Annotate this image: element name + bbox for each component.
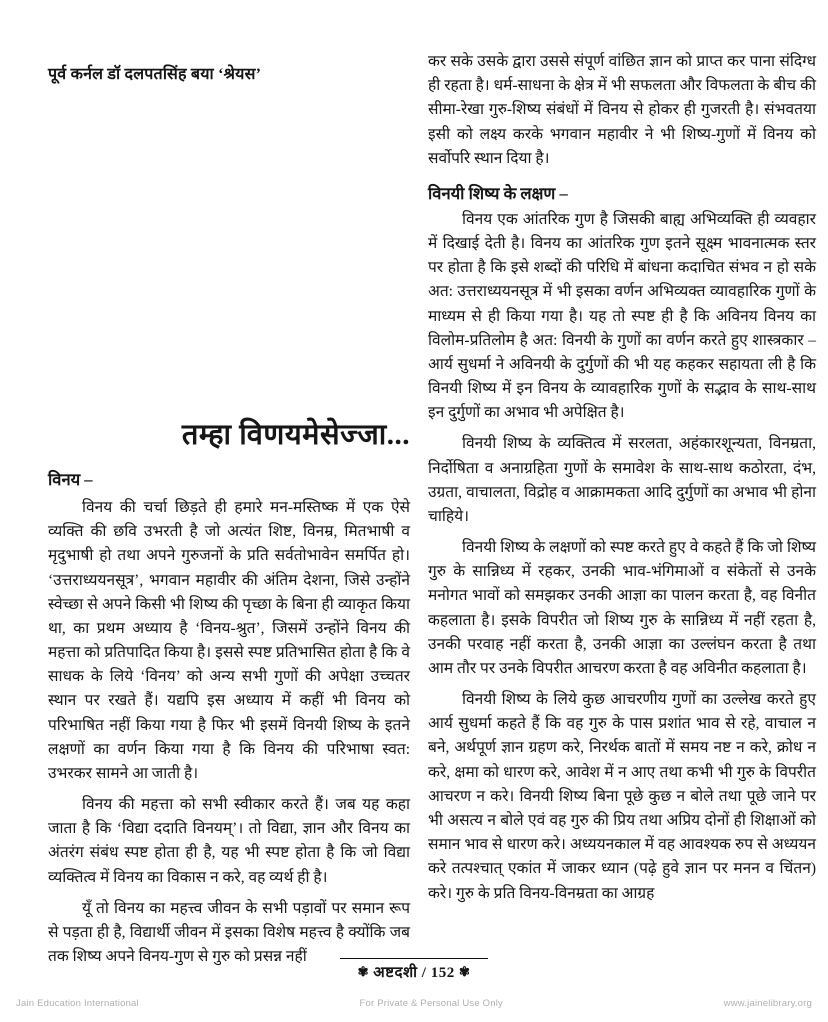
left-paragraph-2: विनय की महत्ता को सभी स्वीकार करते हैं। जब यह कहा जाता है कि ‘विद्या ददाति विनयम्’। तो विद्या, ज्ञान और विनय का अंतरंग संबंध स्पष्ट होता ही है, यह भी स्पष्ट होता है कि जो विद्या व्यक्तित्व में विनय का विकास न करे, वह व्यर्थ ही है। <box>48 796 410 886</box>
meta-footer-center: For Private & Personal Use Only <box>359 998 504 1009</box>
two-column-layout <box>48 50 816 976</box>
left-column <box>48 50 410 976</box>
left-paragraph-1: विनय की चर्चा छिड़ते ही हमारे मन-मस्तिष्क में एक ऐसे व्यक्ति की छवि उभरती है जो अत्यंत शिष्ट, विनम्र, मितभाषी व मृदुभाषी हो तथा अपने गुरुजनों के प्रति सर्वतोभावेन समर्पित हो। ‘उत्तराध्ययनसूत्र’, भगवान महावीर की अंतिम देशना, जिसे उन्होंने स्वेच्छा से अपने किसी भी शिष्य की पृच्छा के बिना ही व्याकृत किया था, का प्रथम अध्याय है ‘विनय-श्रुत’, जिसमें उन्होंने विनय की महत्ता को प्रतिपादित किया है। इससे स्पष्ट प्रतिभासित होता है कि वे साधक के लिये ‘विनय’ को अन्य सभी गुणों की अपेक्षा उच्चतर स्थान पर रखते हैं। यद्यपि इस अध्याय में कहीं भी विनय को परिभाषित नहीं किया गया है फिर भी इसमें विनयी शिष्य के इतने लक्षणों का वर्णन किया गया है कि विनय की परिभाषा स्वत: उभरकर सामने आ जाती है। <box>48 499 410 782</box>
right-paragraph-3: विनयी शिष्य के लक्षणों को स्पष्ट करते हुए वे कहते हैं कि जो शिष्य गुरु के सान्निध्य में रहकर, उनकी भाव-भंगिमाओं व संकेतों से उनके मनोगत भावों को समझकर उनकी आज्ञा का पालन करता है, वह विनीत कहलाता है। इसके विपरीत जो शिष्य गुरु के सान्निध्य में नहीं रहता है, उनकी परवाह नहीं करता है, उनकी आज्ञा का उल्लंघन करता है तथा आम तौर पर उनके विपरीत आचरण करता है वह अविनीत कहलाता है। <box>428 539 816 677</box>
flower-ornament-icon: ✾ <box>458 964 471 979</box>
footer-label: अष्टदशी / 152 <box>373 965 455 981</box>
left-paragraph-3: यूँ तो विनय का महत्त्व जीवन के सभी पड़ावों पर समान रूप से पड़ता ही है, विद्यार्थी जीवन में इसका विशेष महत्त्व है क्योंकि जब तक शिष्य अपने विनय-गुण से गुरु को प्रसन्न नहीं <box>48 899 410 966</box>
right-column <box>428 50 816 976</box>
right-continuation-paragraph: कर सके उसके द्वारा उससे संपूर्ण वांछित ज्ञान को प्राप्त कर पाना संदिग्ध ही रहता है। धर्म-साधना के क्षेत्र में भी सफलता और विफलता के बीच की सीमा-रेखा गुरु-शिष्य संबंधों में विनय से होकर ही गुजरती है। संभवतया इसी को लक्ष्य करके भगवान महावीर ने भी शिष्य-गुणों में विनय को सर्वोपरि स्थान दिया है। <box>428 53 816 167</box>
right-paragraph-4: विनयी शिष्य के लिये कुछ आचरणीय गुणों का उल्लेख करते हुए आर्य सुधर्मा कहते हैं कि वह गुरु के पास प्रशांत भाव से रहे, वाचाल न बने, अर्थपूर्ण ज्ञान ग्रहण करे, निरर्थक बातों में समय नष्ट न करे, क्रोध न करे, क्षमा को धारण करे, आवेश में न आए तथा कभी भी गुरु के विपरीत आचरण न करे। विनयी शिष्य बिना पूछे कुछ न बोले तथा पूछे जाने पर भी असत्य न बोले एवं वह गुरु की प्रिय तथा अप्रिय दोनों ही शिक्षाओं को समान भाव से धारण करे। अध्ययनकाल में वह आवश्यक रुप से अध्ययन करे तत्पश्चात् एकांत में जाकर ध्यान (पढ़े हुवे ज्ञान पर मनन व चिंतन) करे। गुरु के प्रति विनय-विनम्रता का आग्रह <box>428 691 816 902</box>
page-footer <box>0 958 828 982</box>
meta-footer <box>0 998 828 1009</box>
section-heading-lakshan: विनयी शिष्य के लक्षण – <box>428 183 568 203</box>
right-paragraph-1: विनय एक आंतरिक गुण है जिसकी बाह्य अभिव्यक्ति ही व्यवहार में दिखाई देती है। विनय का आंतरिक गुण इतने सूक्ष्म भावनात्मक स्तर पर होता है कि इसे शब्दों की परिधि में बांधना कदाचित संभव न हो सके अत: उत्तराध्ययनसूत्र में भी इसका वर्णन अभिव्यक्त व्यावहारिक गुणों के माध्यम से ही किया गया है। यह तो स्पष्ट ही है कि अविनय विनय का विलोम-प्रतिलोम है अत: विनयी के गुणों का वर्णन करते हुए शास्त्रकार – आर्य सुधर्मा ने अविनयी के दुर्गुणों की भी यह कहकर सहायता ली है कि विनयी शिष्य में इन विनय के व्यावहारिक गुणों के सद्भाव के साथ-साथ इन दुर्गुणों का अभाव भी अपेक्षित है। <box>428 210 816 422</box>
book-title-page-number <box>0 962 828 982</box>
flower-ornament-icon: ✾ <box>357 964 370 979</box>
meta-footer-right: www.jainelibrary.org <box>723 998 812 1009</box>
meta-footer-left: Jain Education International <box>16 998 139 1009</box>
author-byline: पूर्व कर्नल डॉ दलपतसिंह बया ‘श्रेयस’ <box>48 66 262 83</box>
article-title: तम्हा विणयमेसेज्जा... <box>181 419 410 451</box>
section-heading-vinay: विनय – <box>48 470 93 489</box>
right-paragraph-2: विनयी शिष्य के व्यक्तित्व में सरलता, अहंकारशून्यता, विनम्रता, निर्दोषिता व अनाग्रहिता गुणों के समावेश के साथ-साथ कठोरता, दंभ, उग्रता, वाचालता, विद्रोह व आक्रामकता आदि दुर्गुणों का अभाव भी होना चाहिये। <box>428 435 816 525</box>
footer-divider-rule <box>340 958 488 959</box>
